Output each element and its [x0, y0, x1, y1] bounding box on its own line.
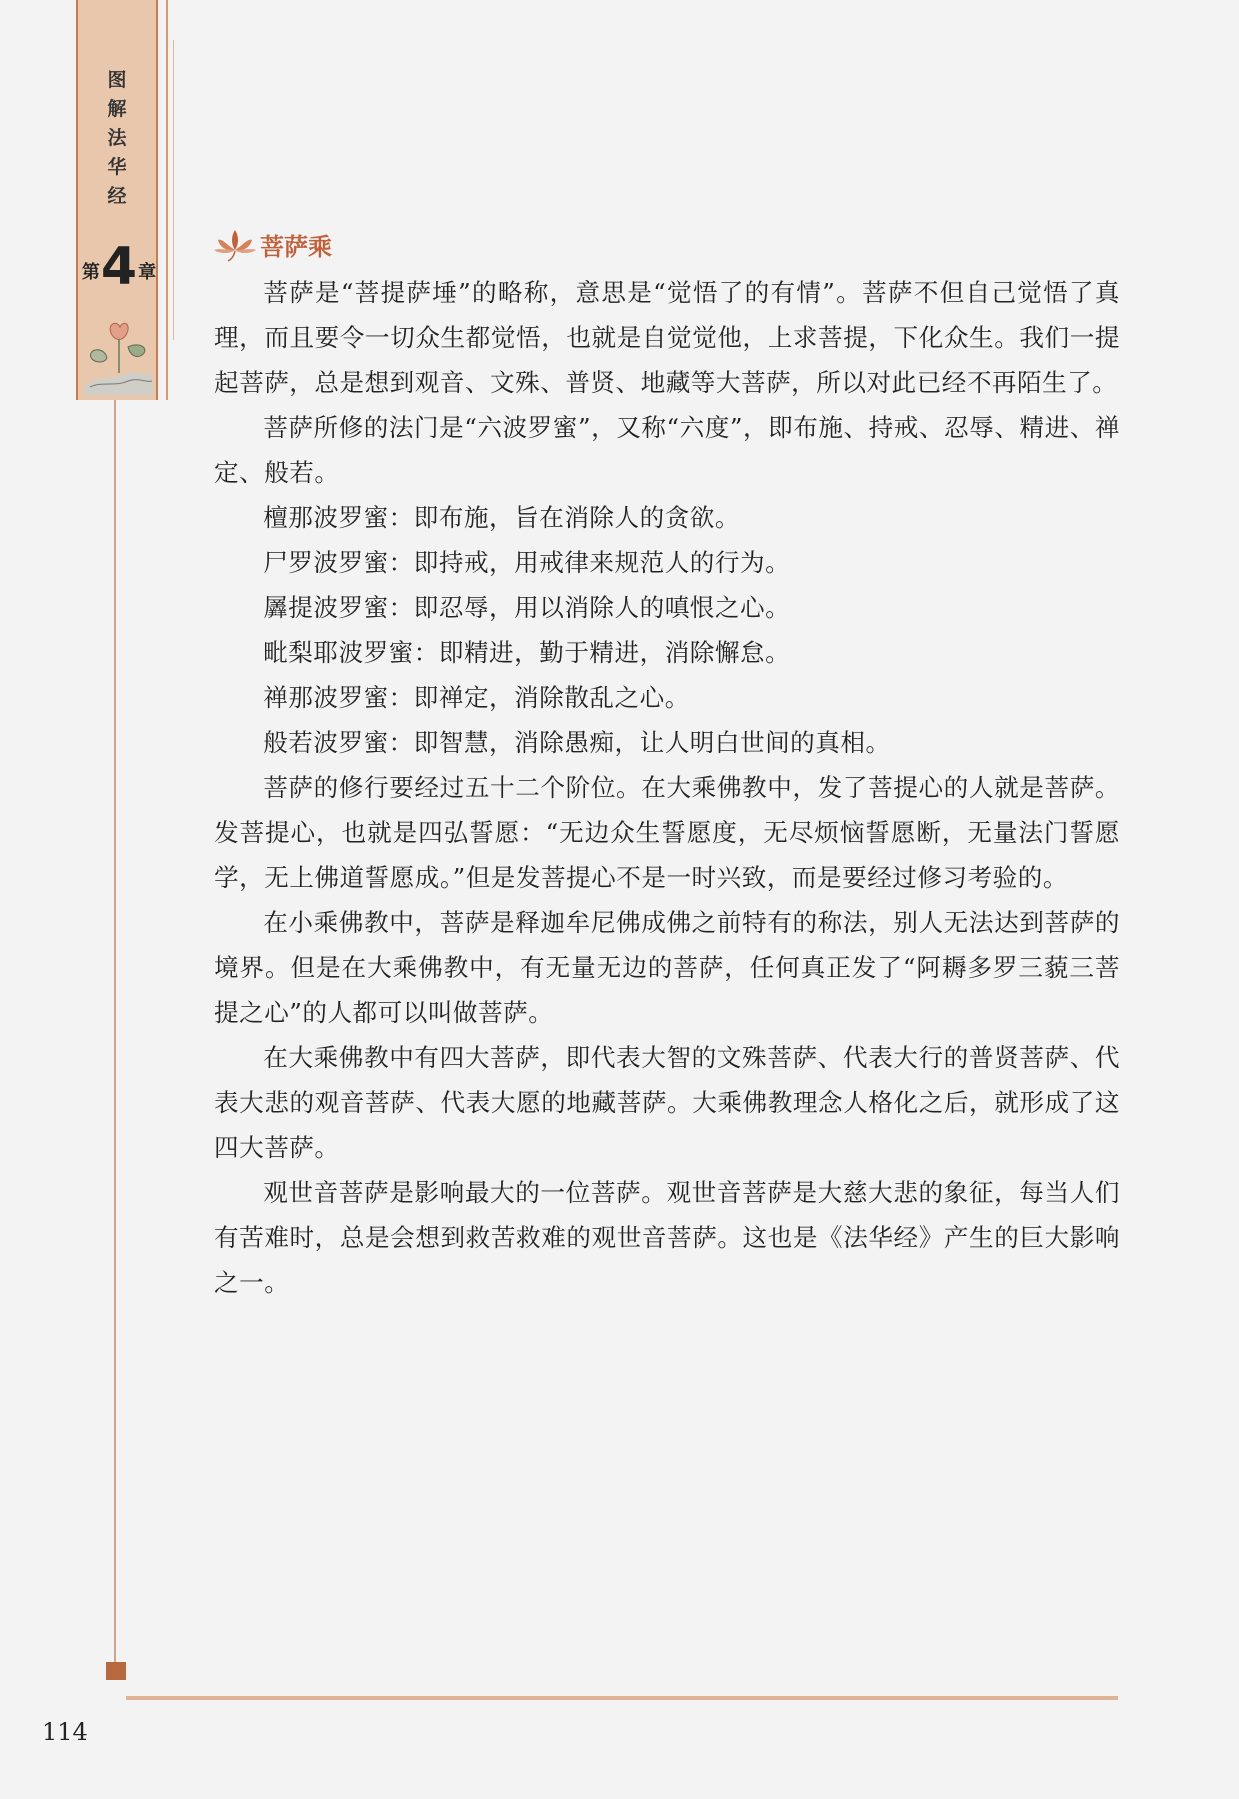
- paramita-item: 毗梨耶波罗蜜：即精进，勤于精进，消除懈怠。: [263, 638, 791, 667]
- paragraph: 在小乘佛教中，菩萨是释迦牟尼佛成佛之前特有的称法，别人无法达到菩萨的境界。但是在大乘佛教中，有无量无边的菩萨，任何真正发了“阿耨多罗三藐三菩提之心”的人都可以叫做菩萨。: [214, 908, 1120, 1027]
- tab-border-line: [173, 40, 174, 340]
- paragraph: 在大乘佛教中有四大菩萨，即代表大智的文殊菩萨、代表大行的普贤菩萨、代表大悲的观音菩萨、代表大愿的地藏菩萨。大乘佛教理念人格化之后，就形成了这四大菩萨。: [214, 1043, 1120, 1162]
- book-title-char: 华: [107, 156, 127, 178]
- book-title-vertical: [78, 66, 156, 211]
- book-title-char: 解: [107, 98, 127, 120]
- paramita-item: 般若波罗蜜：即智慧，消除愚痴，让人明白世间的真相。: [263, 728, 891, 757]
- paragraph: 观世音菩萨是影响最大的一位菩萨。观世音菩萨是大慈大悲的象征，每当人们有苦难时，总是会想到救苦救难的观世音菩萨。这也是《法华经》产生的巨大影响之一。: [214, 1178, 1120, 1297]
- paramita-item: 羼提波罗蜜：即忍辱，用以消除人的嗔恨之心。: [263, 593, 791, 622]
- chapter-prefix: 第: [81, 262, 100, 283]
- book-title-char: 图: [107, 69, 127, 91]
- book-title-char: 法: [107, 127, 127, 149]
- body-text: [214, 270, 1120, 1305]
- paramita-item: 禅那波罗蜜：即禅定，消除散乱之心。: [263, 683, 690, 712]
- lotus-icon: [214, 226, 256, 262]
- paragraph: 菩萨的修行要经过五十二个阶位。在大乘佛教中，发了菩提心的人就是菩萨。发菩提心，也就是四弘誓愿：“无边众生誓愿度，无尽烦恼誓愿断，无量法门誓愿学，无上佛道誓愿成。”但是发菩提心不是一时兴致，而是要经过修习考验的。: [214, 773, 1120, 892]
- section-title: 菩萨乘: [260, 232, 332, 261]
- page-number: 114: [42, 1718, 88, 1746]
- footer-square-marker: [106, 1662, 126, 1680]
- paragraph: 菩萨是“菩提萨埵”的略称，意思是“觉悟了的有情”。菩萨不但自己觉悟了真理，而且要令一切众生都觉悟，也就是自觉觉他，上求菩提，下化众生。我们一提起菩萨，总是想到观音、文殊、普贤、地藏等大菩萨，所以对此已经不再陌生了。: [214, 278, 1120, 397]
- paragraph: 菩萨所修的法门是“六波罗蜜”，又称“六度”，即布施、持戒、忍辱、精进、禅定、般若。: [214, 413, 1120, 487]
- chapter-label: [78, 237, 160, 297]
- footer-rule: [126, 1696, 1118, 1700]
- lotus-illustration-icon: [82, 315, 154, 395]
- paramita-item: 尸罗波罗蜜：即持戒，用戒律来规范人的行为。: [263, 548, 791, 577]
- chapter-number: 4: [100, 237, 138, 297]
- chapter-side-tab: [76, 0, 158, 400]
- book-title-char: 经: [107, 185, 127, 207]
- chapter-suffix: 章: [138, 262, 157, 283]
- section-heading: [214, 226, 332, 262]
- paramita-item: 檀那波罗蜜：即布施，旨在消除人的贪欲。: [263, 503, 740, 532]
- tab-border-line: [166, 0, 168, 400]
- margin-vertical-rule: [114, 400, 116, 1670]
